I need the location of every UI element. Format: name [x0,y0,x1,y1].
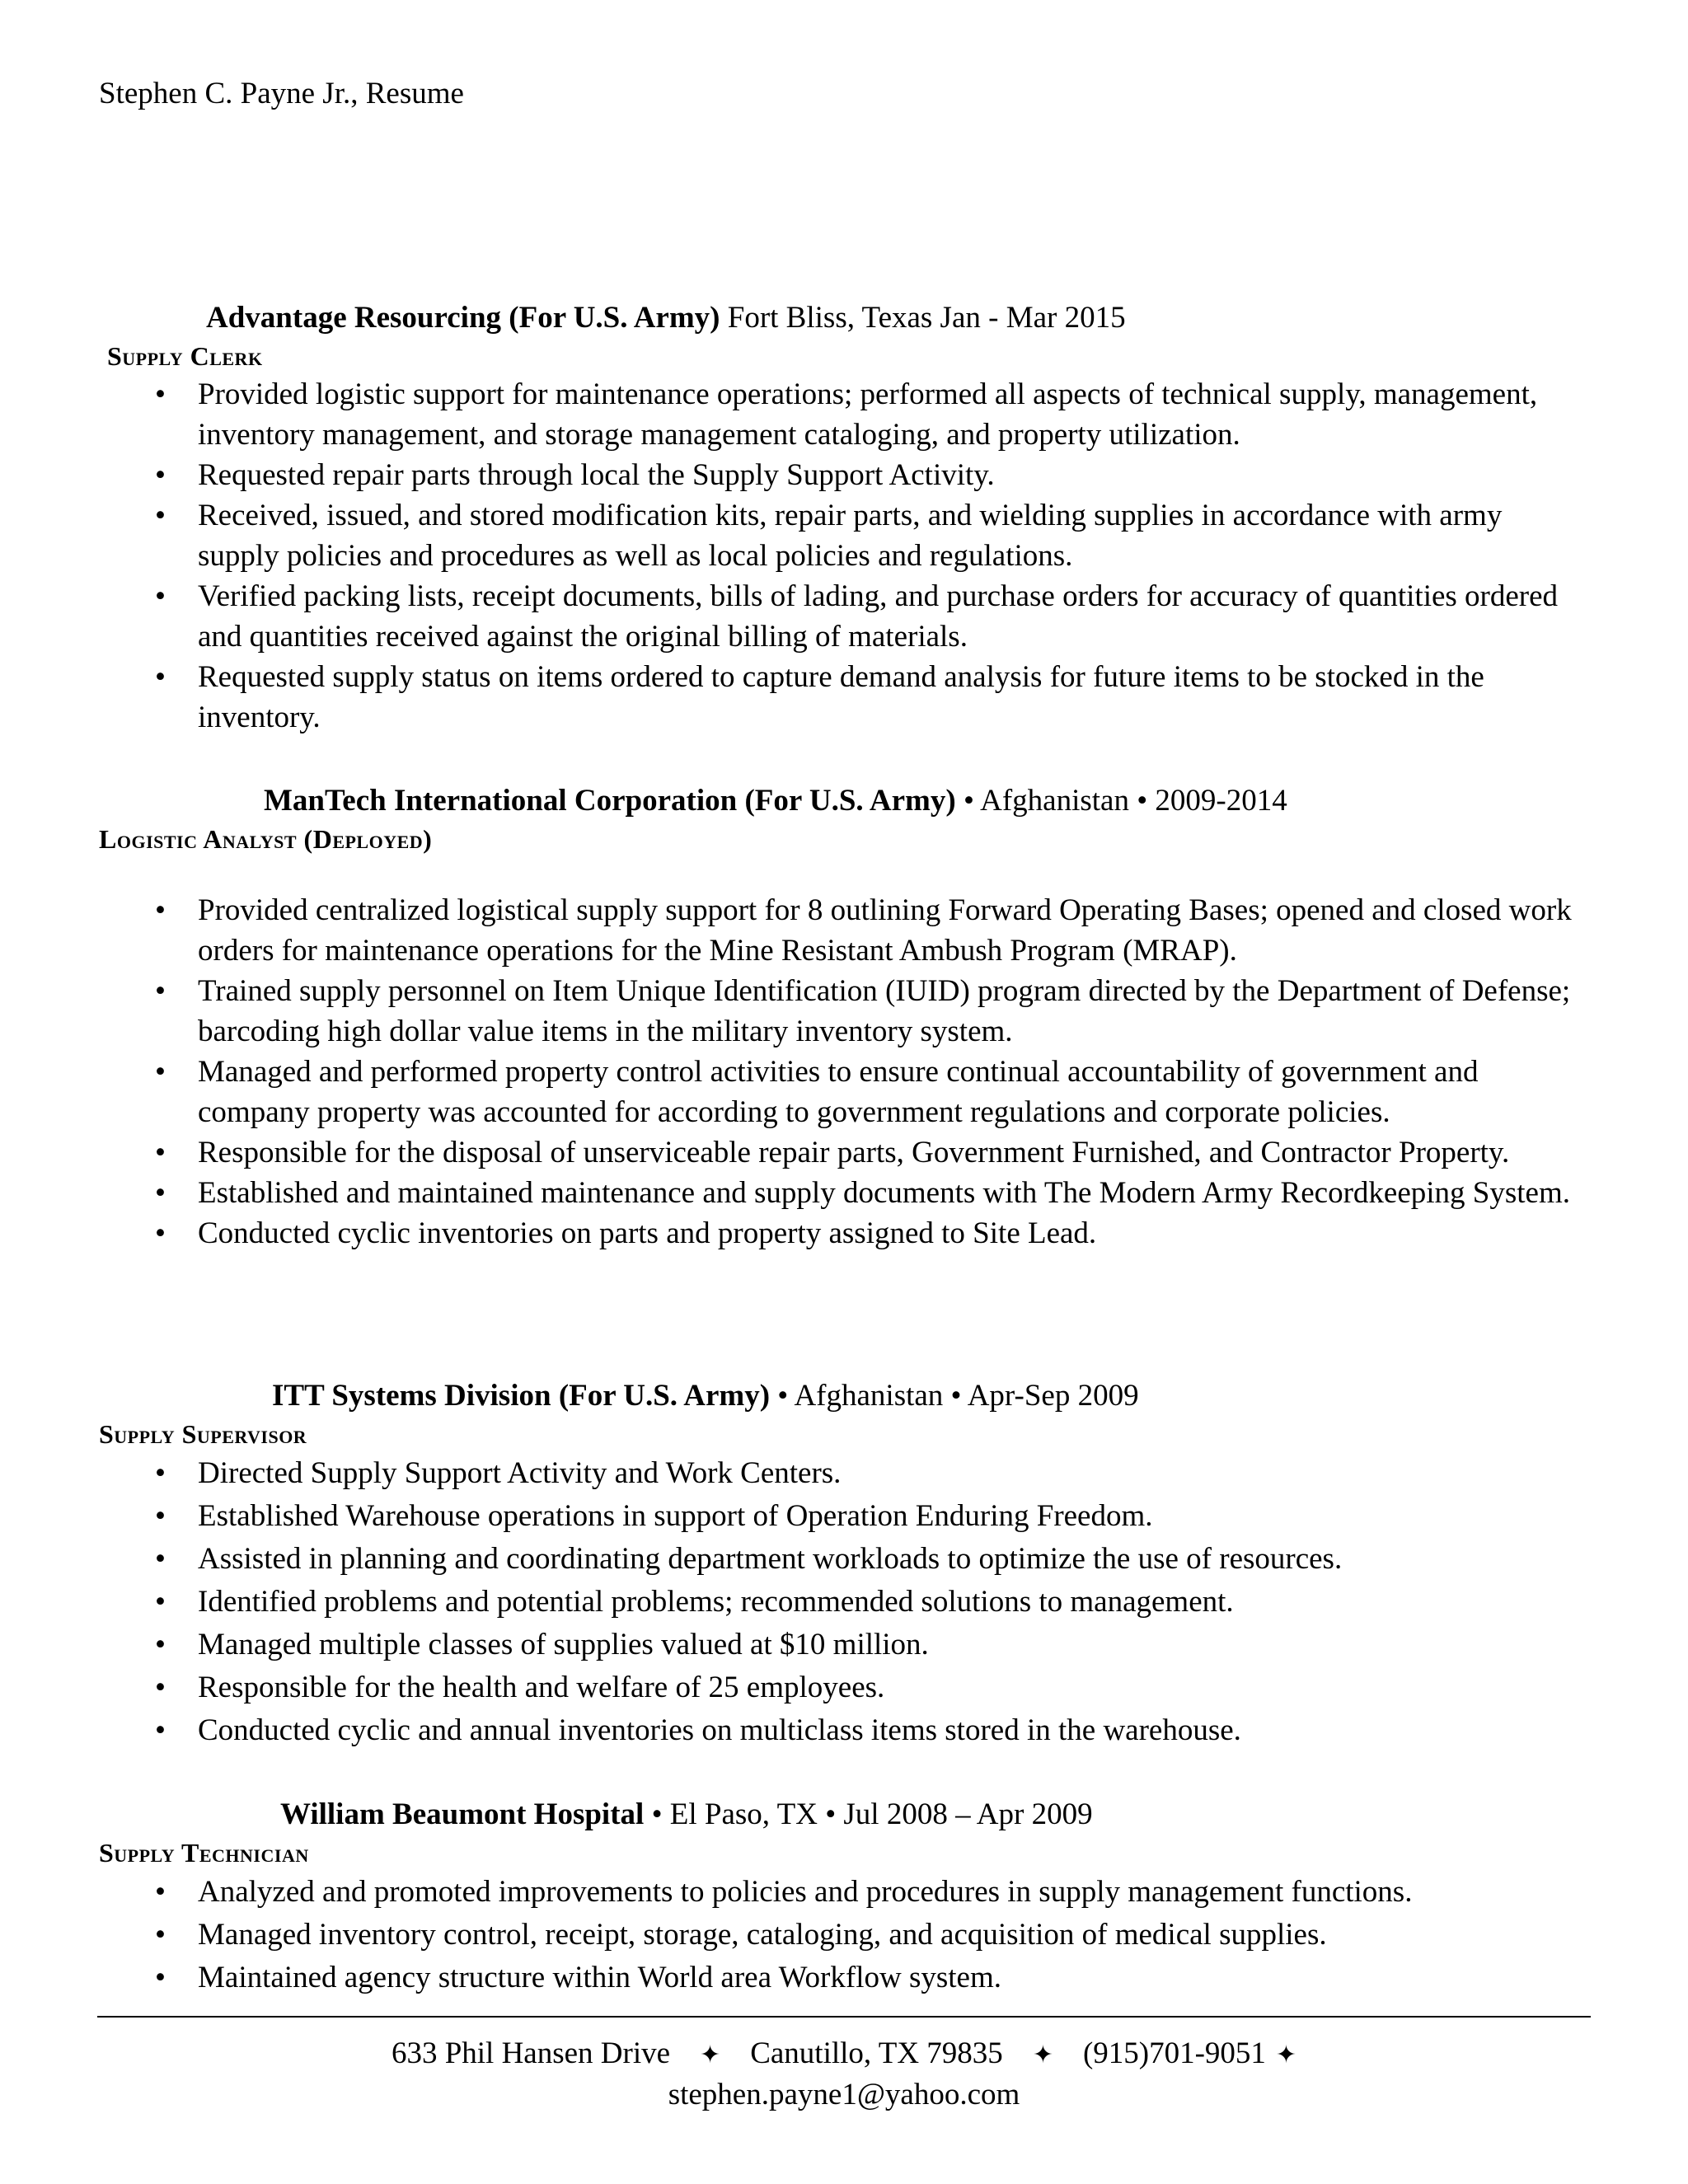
bullet-icon: • [155,1176,166,1210]
bullet-icon: • [155,458,166,492]
email[interactable]: stephen.payne1@yahoo.com [668,2078,1020,2111]
job-organization: ITT Systems Division (For U.S. Army) [272,1379,771,1413]
job-section-mantech [0,781,1688,1254]
job-organization: ManTech International Corporation (For U.S. Army) [264,784,956,818]
star-separator-icon: ✦ [1275,2041,1297,2069]
list-item: • Received, issued, and stored modification kits, repair parts, and wielding supplies in accordance with army supply policies and procedures as well as local policies and regulations. [0,495,1688,576]
list-item: • Conducted cyclic inventories on parts and property assigned to Site Lead. [0,1213,1688,1254]
job-section-advantage [0,298,1688,738]
resume-header: Stephen C. Payne Jr., Resume [99,77,464,110]
list-item: • Directed Supply Support Activity and Work Centers. [0,1452,1688,1495]
list-item: • Established Warehouse operations in support of Operation Enduring Freedom. [0,1495,1688,1538]
list-item: • Conducted cyclic and annual inventories on multiclass items stored in the warehouse. [0,1709,1688,1752]
city: Canutillo, TX 79835 [750,2036,1003,2070]
job-details: • El Paso, TX • Jul 2008 – Apr 2009 [644,1797,1093,1831]
bullet-icon: • [155,1961,166,1994]
job-heading [0,781,1688,821]
bullet-icon: • [155,974,166,1008]
list-item: • Trained supply personnel on Item Unique Identification (IUID) program directed by the Department of Defense; barcoding high dollar value items in the military inventory system. [0,971,1688,1052]
job-bullets [0,374,1688,738]
job-details: Fort Bliss, Texas Jan - Mar 2015 [720,301,1126,335]
list-item: • Managed inventory control, receipt, storage, cataloging, and acquisition of medical supplies. [0,1914,1688,1957]
bullet-icon: • [155,579,166,613]
bullet-icon: • [155,1542,166,1576]
bullet-icon: • [155,1055,166,1089]
job-organization: William Beaumont Hospital [280,1797,645,1831]
bullet-icon: • [155,499,166,532]
job-section-beaumont [0,1795,1688,1999]
list-item: • Managed and performed property control activities to ensure continual accountability of government and company property was accounted for according to government regulations and corporate policies. [0,1052,1688,1132]
job-organization: Advantage Resourcing (For U.S. Army) [206,301,720,335]
list-item: • Responsible for the disposal of unserviceable repair parts, Government Furnished, and Contractor Property. [0,1132,1688,1173]
footer-divider [97,2016,1591,2018]
bullet-icon: • [155,660,166,694]
bullet-icon: • [155,1875,166,1909]
list-item: • Requested repair parts through local the Supply Support Activity. [0,455,1688,495]
list-item: • Identified problems and potential problems; recommended solutions to management. [0,1581,1688,1624]
bullet-icon: • [155,893,166,927]
list-item: • Verified packing lists, receipt documents, bills of lading, and purchase orders for accuracy of quantities ordered and quantities received against the original billing of materials. [0,576,1688,657]
bullet-icon: • [155,1456,166,1490]
contact-footer [0,2034,1688,2115]
job-title: Supply Technician [99,1838,309,1868]
list-item: • Assisted in planning and coordinating department workloads to optimize the use of resources. [0,1538,1688,1581]
job-heading [0,1376,1688,1416]
job-heading [0,298,1688,338]
bullet-icon: • [155,1628,166,1661]
job-details: • Afghanistan • 2009-2014 [955,784,1287,818]
list-item: • Provided centralized logistical supply support for 8 outlining Forward Operating Bases; opened and closed work orders for maintenance operations for the Mine Resistant Ambush Program (MRAP). [0,890,1688,971]
bullet-icon: • [155,1585,166,1619]
job-title: Supply Clerk [107,341,263,371]
job-details: • Afghanistan • Apr-Sep 2009 [770,1379,1139,1413]
list-item: • Maintained agency structure within World area Workflow system. [0,1957,1688,1999]
contact-line [0,2034,1688,2075]
bullet-icon: • [155,1499,166,1533]
list-item: • Requested supply status on items ordered to capture demand analysis for future items to be stocked in the inventory. [0,657,1688,738]
job-bullets [0,1871,1688,1999]
bullet-icon: • [155,1216,166,1250]
bullet-icon: • [155,377,166,411]
list-item: • Managed multiple classes of supplies valued at $10 million. [0,1624,1688,1666]
bullet-icon: • [155,1713,166,1747]
job-bullets [0,1452,1688,1752]
job-heading [0,1795,1688,1835]
bullet-icon: • [155,1918,166,1952]
list-item: • Responsible for the health and welfare of 25 employees. [0,1666,1688,1709]
star-separator-icon: ✦ [700,2041,721,2069]
bullet-icon: • [155,1136,166,1169]
job-bullets [0,890,1688,1254]
star-separator-icon: ✦ [1032,2041,1053,2069]
list-item: • Provided logistic support for maintenance operations; performed all aspects of technical supply, management, inventory management, and storage management cataloging, and property utilization. [0,374,1688,455]
job-title: Logistic Analyst (Deployed) [99,824,433,854]
address: 633 Phil Hansen Drive [391,2036,671,2070]
job-section-itt [0,1376,1688,1752]
job-title: Supply Supervisor [99,1419,307,1449]
bullet-icon: • [155,1671,166,1704]
phone: (915)701-9051 [1082,2036,1266,2070]
list-item: • Analyzed and promoted improvements to policies and procedures in supply management functions. [0,1871,1688,1914]
list-item: • Established and maintained maintenance and supply documents with The Modern Army Recordkeeping System. [0,1173,1688,1213]
